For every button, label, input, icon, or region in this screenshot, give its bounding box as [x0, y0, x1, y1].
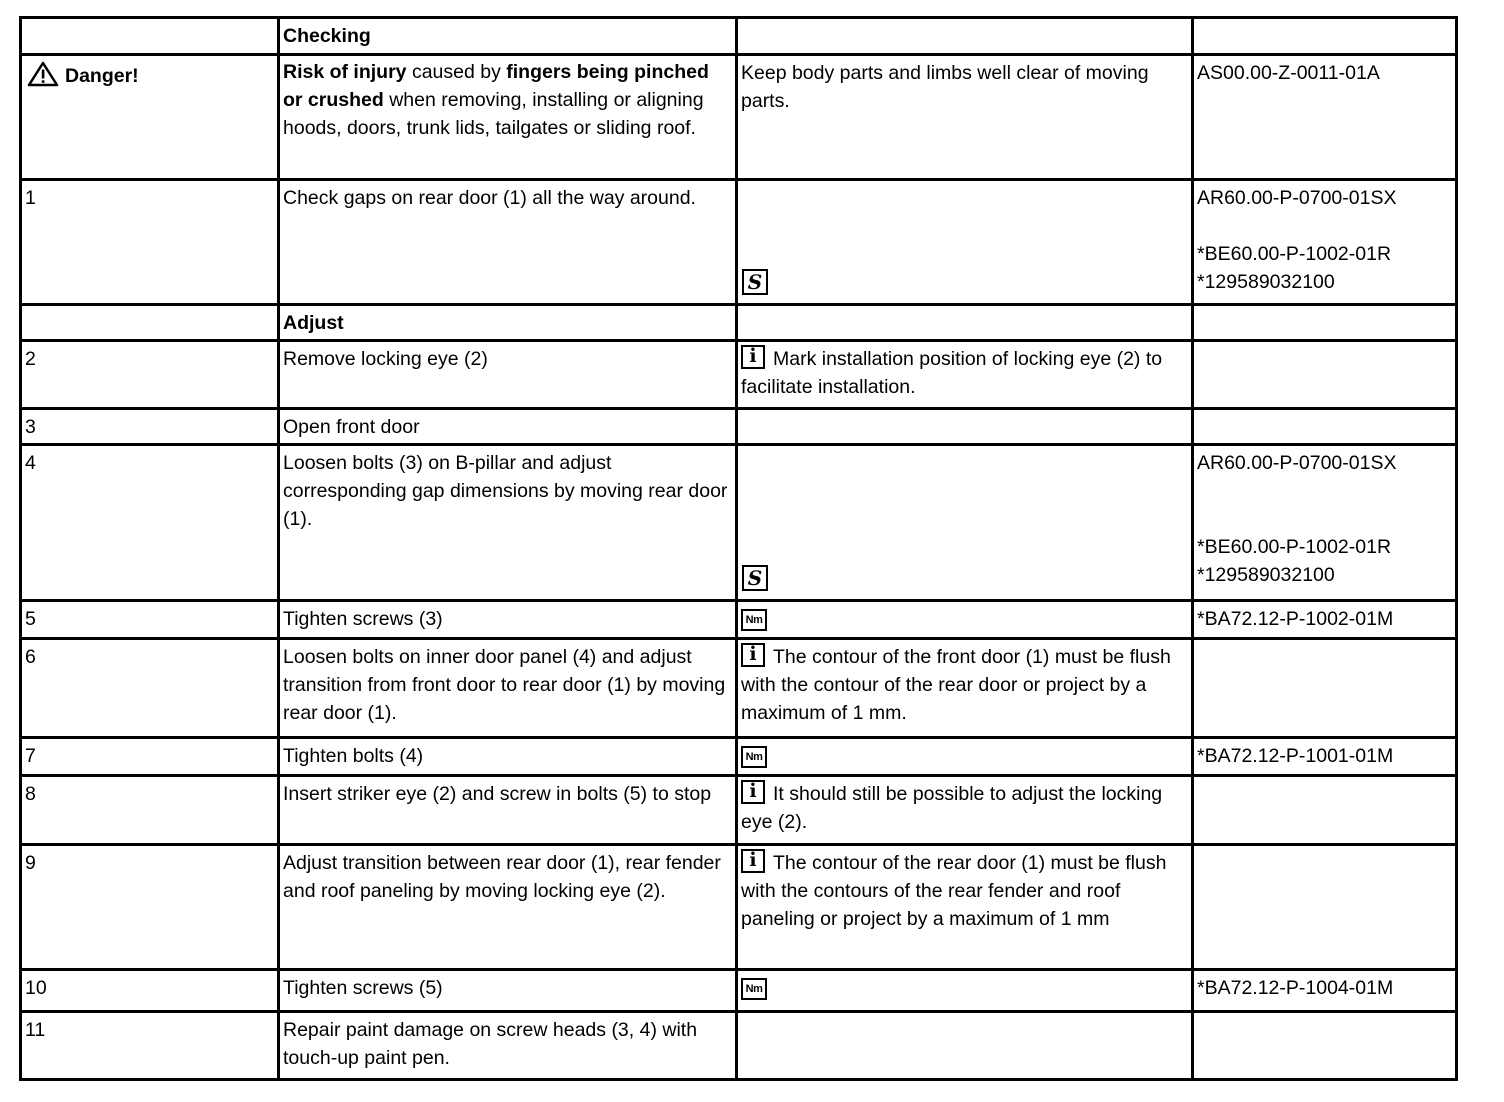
info-icon: i	[741, 849, 765, 873]
warning-triangle-icon	[27, 61, 59, 87]
procedure-table	[19, 16, 1458, 1081]
danger-remedy: Keep body parts and limbs well clear of moving parts.	[737, 55, 1193, 180]
step-row	[21, 445, 1457, 601]
step-row	[21, 180, 1457, 305]
step-row	[21, 776, 1457, 845]
section-row-adjust	[21, 305, 1457, 341]
step-text: Insert striker eye (2) and screw in bolts (5) to stop	[279, 776, 737, 845]
danger-row	[21, 55, 1457, 180]
notes-cell	[737, 409, 1193, 445]
step-number: 6	[21, 639, 279, 738]
torque-icon: Nm	[741, 978, 767, 1000]
reference-cell	[1193, 18, 1457, 55]
step-text: Tighten screws (5)	[279, 970, 737, 1012]
notes-cell	[737, 776, 1193, 845]
info-icon: i	[741, 345, 765, 369]
step-number: 11	[21, 1012, 279, 1080]
step-row	[21, 970, 1457, 1012]
special-tool-icon: S	[742, 565, 768, 591]
reference-link[interactable]: *BE60.00-P-1002-01R	[1197, 536, 1392, 558]
note-text: The contour of the front door (1) must be flush with the contour of the rear door or project by a maximum of 1 mm.	[741, 646, 1171, 724]
reference-cell	[1193, 639, 1457, 738]
step-row	[21, 1012, 1457, 1080]
notes-cell	[737, 341, 1193, 409]
risk-bold-text: Risk of injury	[283, 61, 407, 83]
notes-cell	[737, 601, 1193, 639]
risk-bold-text: fingers being pinched or crushed	[283, 61, 709, 111]
reference-cell	[1193, 445, 1457, 601]
step-text: Remove locking eye (2)	[279, 341, 737, 409]
step-row	[21, 601, 1457, 639]
step-number: 8	[21, 776, 279, 845]
step-number: 1	[21, 180, 279, 305]
notes-cell	[737, 639, 1193, 738]
info-icon: i	[741, 643, 765, 667]
step-number: 5	[21, 601, 279, 639]
step-row	[21, 341, 1457, 409]
torque-icon: Nm	[741, 609, 767, 631]
step-number: 7	[21, 738, 279, 776]
step-number-cell	[21, 305, 279, 341]
section-row-checking	[21, 18, 1457, 55]
special-tool-icon: S	[742, 269, 768, 295]
step-number: 9	[21, 845, 279, 970]
step-row	[21, 639, 1457, 738]
reference-link[interactable]: AR60.00-P-0700-01SX	[1197, 187, 1397, 209]
step-text: Tighten bolts (4)	[279, 738, 737, 776]
step-text: Adjust transition between rear door (1), rear fender and roof paneling by moving locking eye (2).	[279, 845, 737, 970]
step-text: Check gaps on rear door (1) all the way around.	[279, 180, 737, 305]
step-row	[21, 738, 1457, 776]
step-text: Loosen bolts on inner door panel (4) and adjust transition from front door to rear door (1) by moving rear door (1).	[279, 639, 737, 738]
reference-link[interactable]: *BA72.12-P-1002-01M	[1193, 601, 1457, 639]
step-text: Open front door	[279, 409, 737, 445]
reference-link[interactable]: *BA72.12-P-1004-01M	[1193, 970, 1457, 1012]
notes-cell	[737, 180, 1193, 305]
notes-cell	[737, 305, 1193, 341]
danger-reference: AS00.00-Z-0011-01A	[1193, 55, 1457, 180]
step-row	[21, 845, 1457, 970]
step-number: 2	[21, 341, 279, 409]
danger-label: Danger!	[65, 65, 139, 87]
step-number: 4	[21, 445, 279, 601]
reference-cell	[1193, 341, 1457, 409]
risk-text: when removing, installing or aligning hoods, doors, trunk lids, tailgates or sliding roof.	[283, 89, 704, 139]
tool-number: *129589032100	[1197, 564, 1335, 586]
torque-icon: Nm	[741, 746, 767, 768]
reference-cell	[1193, 180, 1457, 305]
reference-link[interactable]: *BA72.12-P-1001-01M	[1193, 738, 1457, 776]
section-title-checking: Checking	[279, 18, 737, 55]
danger-description	[279, 55, 737, 180]
reference-cell	[1193, 409, 1457, 445]
note-text: It should still be possible to adjust the locking eye (2).	[741, 783, 1163, 833]
notes-cell	[737, 738, 1193, 776]
step-text: Tighten screws (3)	[279, 601, 737, 639]
reference-cell	[1193, 1012, 1457, 1080]
note-text: The contour of the rear door (1) must be flush with the contours of the rear fender and roof paneling or project by a maximum of 1 mm	[741, 852, 1167, 930]
reference-link[interactable]: AR60.00-P-0700-01SX	[1197, 452, 1397, 474]
step-number-cell	[21, 18, 279, 55]
info-icon: i	[741, 780, 765, 804]
reference-cell	[1193, 776, 1457, 845]
notes-cell	[737, 970, 1193, 1012]
notes-cell	[737, 845, 1193, 970]
reference-cell	[1193, 305, 1457, 341]
notes-cell	[737, 18, 1193, 55]
section-title-adjust: Adjust	[279, 305, 737, 341]
risk-text: caused by	[406, 61, 507, 83]
note-text: Mark installation position of locking eye (2) to facilitate installation.	[741, 348, 1163, 398]
step-row	[21, 409, 1457, 445]
step-number: 10	[21, 970, 279, 1012]
reference-cell	[1193, 845, 1457, 970]
step-text: Repair paint damage on screw heads (3, 4) with touch-up paint pen.	[279, 1012, 737, 1080]
notes-cell	[737, 445, 1193, 601]
step-number: 3	[21, 409, 279, 445]
reference-link[interactable]: *BE60.00-P-1002-01R	[1197, 243, 1392, 265]
notes-cell	[737, 1012, 1193, 1080]
tool-number: *129589032100	[1197, 271, 1335, 293]
danger-label-cell	[21, 55, 279, 180]
step-text: Loosen bolts (3) on B-pillar and adjust corresponding gap dimensions by moving rear door (1).	[279, 445, 737, 601]
